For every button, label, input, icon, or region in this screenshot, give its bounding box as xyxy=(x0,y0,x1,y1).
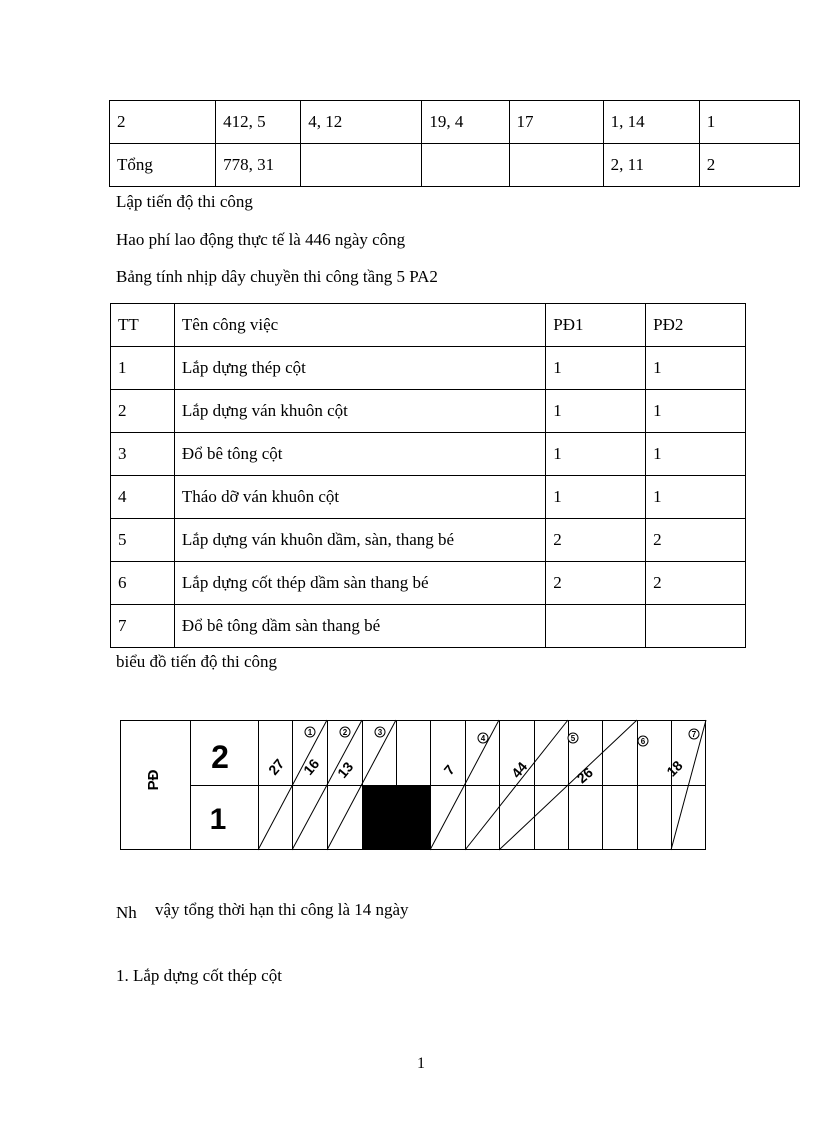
task-number-label: 7 xyxy=(691,730,697,739)
table-cell: Lắp dựng ván khuôn cột xyxy=(174,390,545,433)
table-cell: 5 xyxy=(111,519,175,562)
task-number-label: 4 xyxy=(480,734,486,743)
table-caption: Bảng tính nhịp dây chuyền thi công tầng 5 PA2 xyxy=(116,267,438,286)
table-cell: Tháo dỡ ván khuôn cột xyxy=(174,476,545,519)
table-cell: 4 xyxy=(111,476,175,519)
page-number: 1 xyxy=(417,1055,425,1072)
section-heading: 1. Lắp dựng cốt thép cột xyxy=(116,966,282,985)
table-cell: 7 xyxy=(111,605,175,648)
table-cell: Đổ bê tông cột xyxy=(174,433,545,476)
table-cell: 1 xyxy=(646,390,746,433)
table-cell: 1 xyxy=(111,347,175,390)
table-cell: 1 xyxy=(546,476,646,519)
task-number-label: 6 xyxy=(640,737,646,746)
table-cell: 1 xyxy=(546,390,646,433)
duration-label: 16 xyxy=(300,755,323,778)
task-number-label: 2 xyxy=(342,728,348,737)
table-cell: 2 xyxy=(699,144,799,187)
task-number-label: 5 xyxy=(570,734,576,743)
table-cell: Đổ bê tông dầm sàn thang bé xyxy=(174,605,545,648)
row-label: PĐ xyxy=(145,769,162,791)
table-cell: 2 xyxy=(111,390,175,433)
table-cell: 1 xyxy=(646,347,746,390)
table-cell: 2, 11 xyxy=(603,144,699,187)
table-cell: Lắp dựng cốt thép dầm sàn thang bé xyxy=(174,562,545,605)
labor-cost-text: Hao phí lao động thực tế là 446 ngày công xyxy=(116,230,406,249)
chart-caption: biểu đồ tiến độ thi công xyxy=(116,652,278,671)
table-cell: 2 xyxy=(646,562,746,605)
duration-label: 7 xyxy=(440,761,458,778)
table-cell: 1, 14 xyxy=(603,101,699,144)
table-cell: 1 xyxy=(699,101,799,144)
duration-label: 26 xyxy=(573,764,596,787)
heading-lap-tien-do: Lập tiến độ thi công xyxy=(116,192,253,211)
table-cell: 6 xyxy=(111,562,175,605)
column-header: TT xyxy=(111,304,175,347)
duration-label: 18 xyxy=(663,757,686,780)
table-cell: Tổng xyxy=(110,144,216,187)
table-cell: 2 xyxy=(546,562,646,605)
table-cell: Lắp dựng thép cột xyxy=(174,347,545,390)
table-cell: 412, 5 xyxy=(216,101,301,144)
table-cell: 3 xyxy=(111,433,175,476)
column-header: PĐ2 xyxy=(646,304,746,347)
table-cell: 2 xyxy=(646,519,746,562)
table-cell: 19, 4 xyxy=(422,101,509,144)
table-cell: Lắp dựng ván khuôn dầm, sàn, thang bé xyxy=(174,519,545,562)
duration-label: 27 xyxy=(265,755,288,778)
table-cell: 1 xyxy=(646,476,746,519)
table-cell: 1 xyxy=(546,347,646,390)
duration-label: 44 xyxy=(508,758,531,781)
task-number-label: 3 xyxy=(377,728,383,737)
table-cell: 1 xyxy=(546,433,646,476)
column-header: Tên công việc xyxy=(174,304,545,347)
table-cell: 2 xyxy=(110,101,216,144)
table-cell: 2 xyxy=(546,519,646,562)
team-1-number: 1 xyxy=(209,803,227,836)
total-duration-text: vậy tổng thời hạn thi công là 14 ngày xyxy=(155,900,409,919)
nh-text: Nh xyxy=(116,903,137,922)
table-cell: 4, 12 xyxy=(301,101,422,144)
table-cell: 1 xyxy=(646,433,746,476)
task-number-label: 1 xyxy=(307,728,313,737)
duration-label: 13 xyxy=(334,758,357,781)
table-cell: 17 xyxy=(509,101,603,144)
table-cell: 778, 31 xyxy=(216,144,301,187)
column-header: PĐ1 xyxy=(546,304,646,347)
break-block xyxy=(362,786,430,850)
team-2-number: 2 xyxy=(211,739,229,775)
